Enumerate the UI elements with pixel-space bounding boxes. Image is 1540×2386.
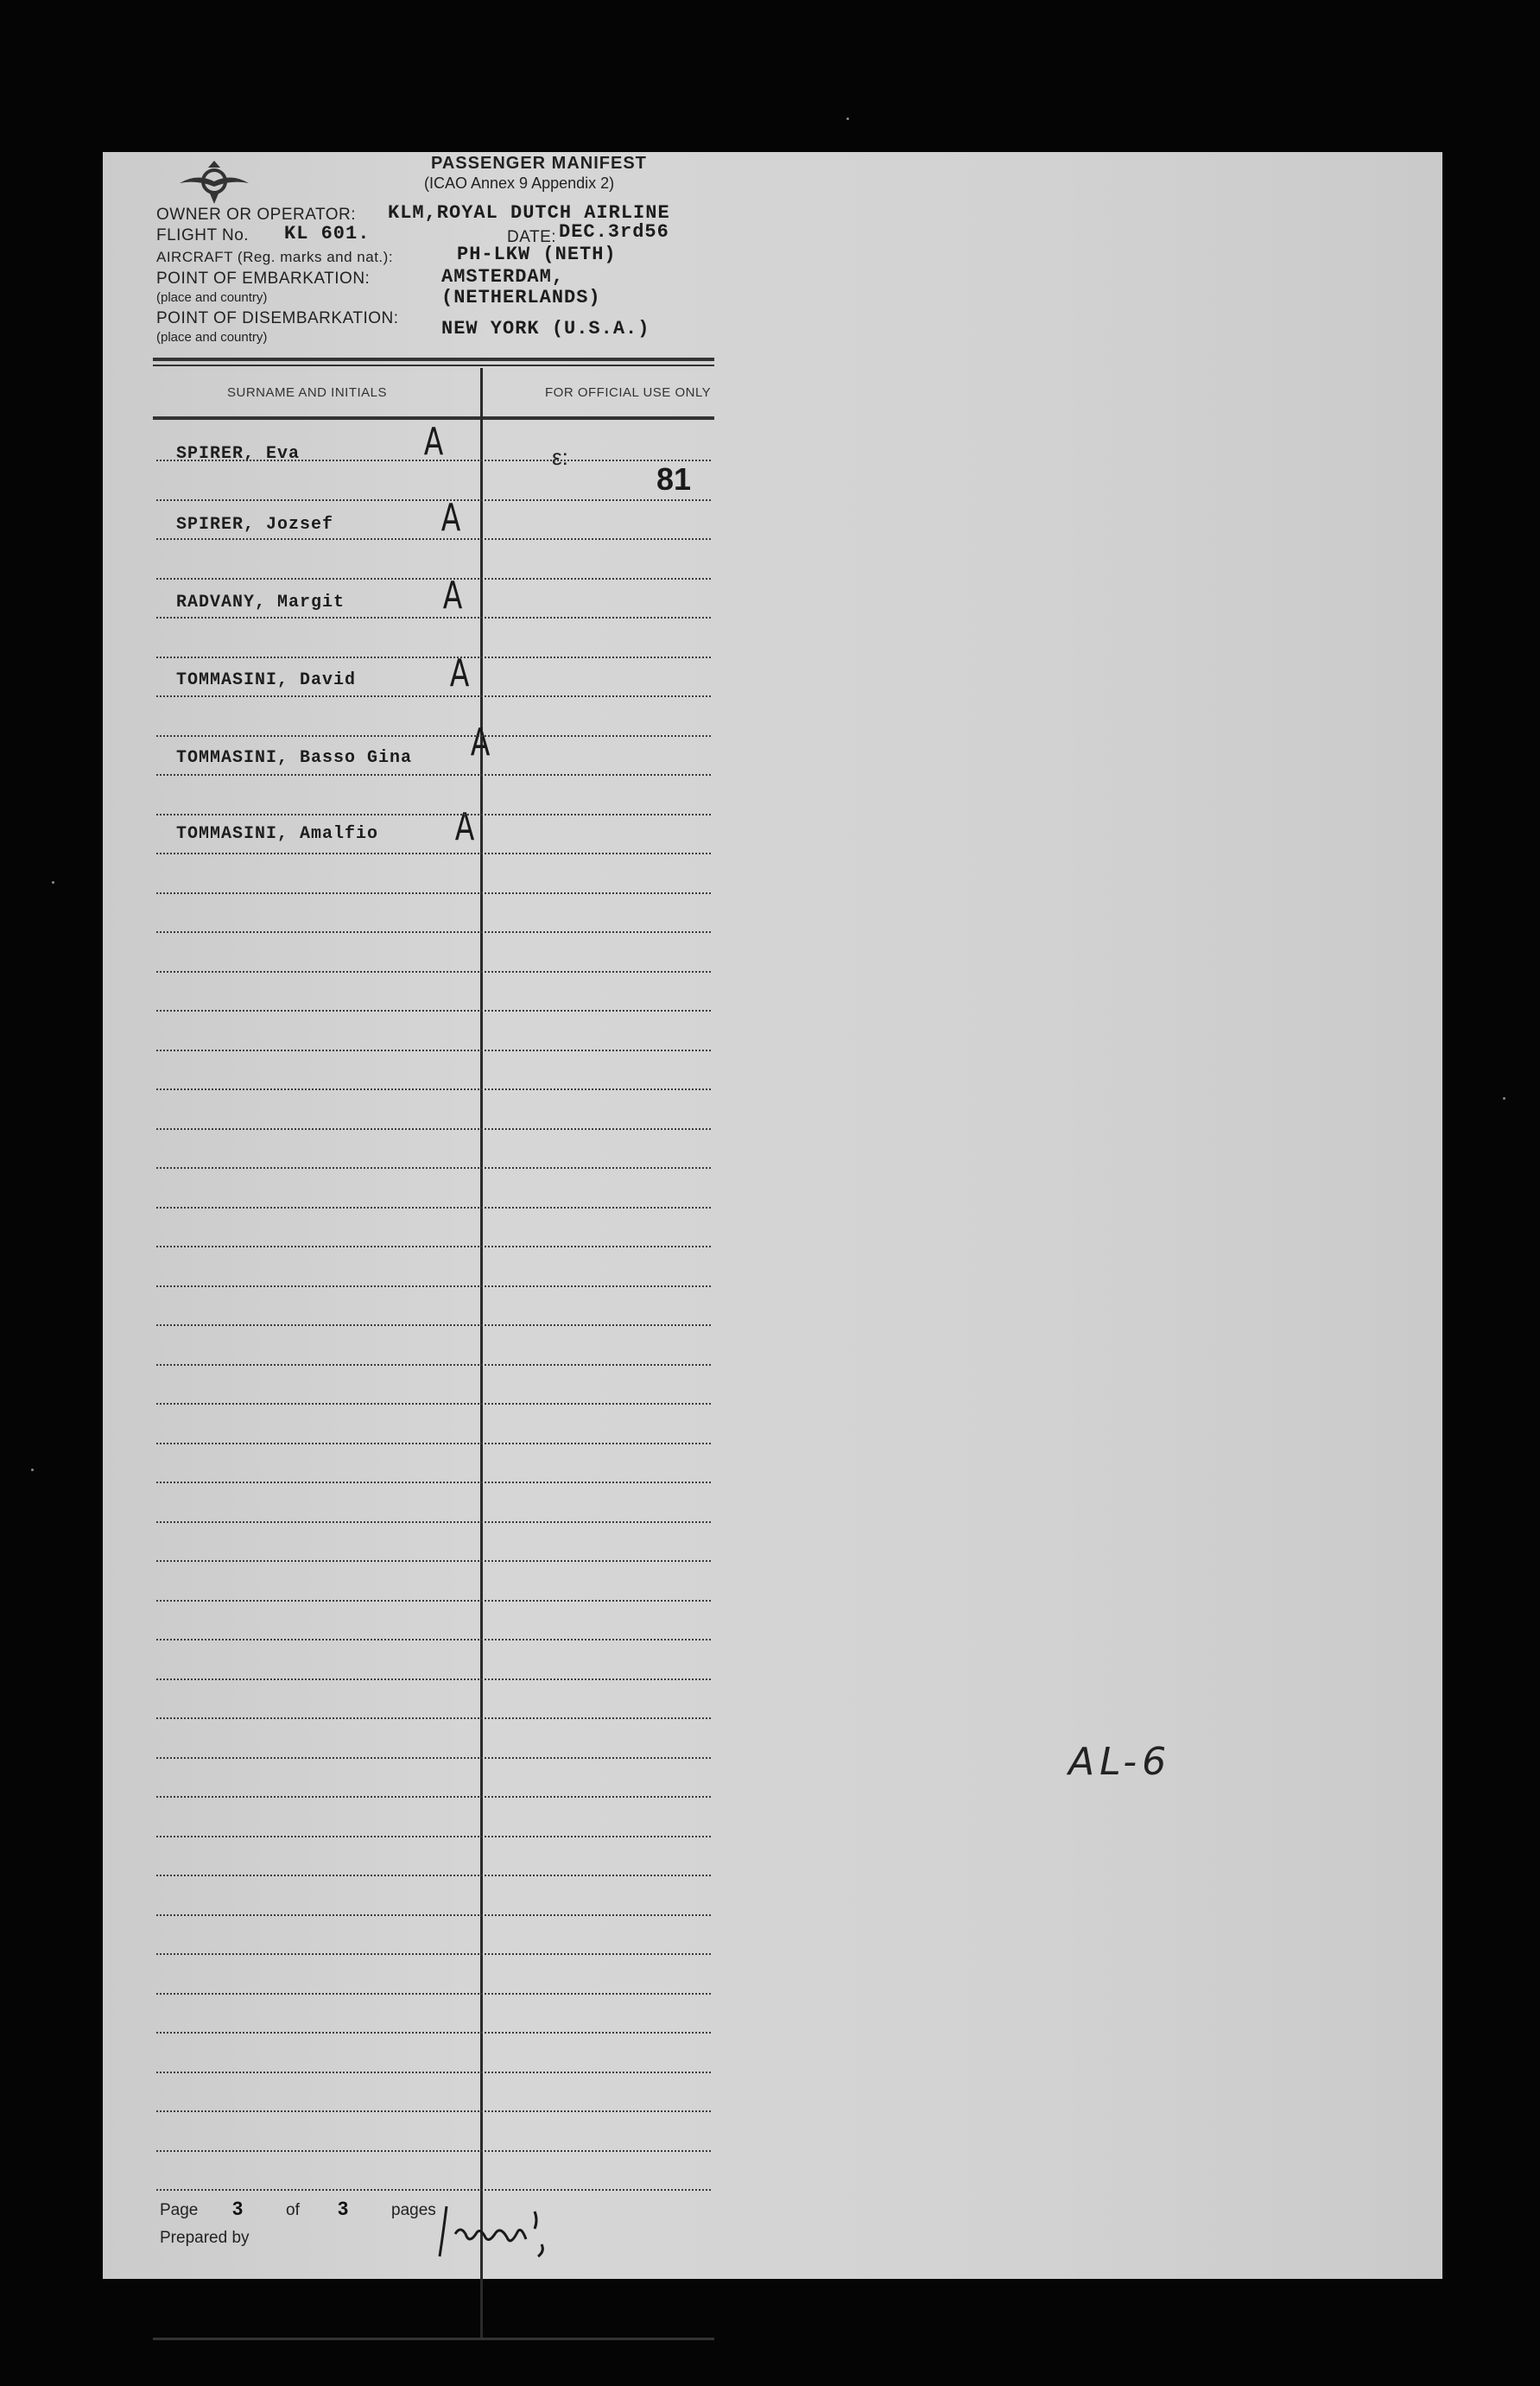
passenger-name: TOMMASINI, Amalfio	[176, 824, 379, 844]
official-stamp-number: 81	[656, 461, 692, 497]
passenger-mark: A	[454, 805, 475, 849]
ruled-line	[156, 2110, 711, 2112]
preparer-signature	[431, 2199, 569, 2260]
ruled-line	[156, 460, 711, 461]
ruled-line	[156, 695, 711, 697]
passenger-mark: A	[470, 720, 491, 765]
ruled-line	[156, 2150, 711, 2152]
ruled-line	[156, 1560, 711, 1562]
column-header-official: FOR OFFICIAL USE ONLY	[545, 385, 712, 400]
disembark-label: POINT OF DISEMBARKATION:	[156, 309, 399, 327]
passenger-name: SPIRER, Eva	[176, 444, 301, 464]
passenger-mark: A	[449, 651, 470, 695]
manifest-title: PASSENGER MANIFEST	[431, 154, 647, 173]
aircraft-value: PH-LKW (NETH)	[457, 244, 617, 265]
prepared-by-label: Prepared by	[160, 2229, 250, 2247]
scan-speck	[31, 1469, 34, 1471]
embark-value-1: AMSTERDAM,	[441, 266, 565, 288]
page-label: Page	[160, 2201, 199, 2219]
embark-sub: (place and country)	[156, 290, 268, 305]
ruled-line	[156, 499, 711, 501]
ruled-line	[156, 971, 711, 973]
ruled-line	[156, 1836, 711, 1837]
handwritten-annotation: AL-6	[1068, 1740, 1172, 1784]
ruled-line	[156, 892, 711, 894]
ruled-line	[156, 814, 711, 815]
ruled-line	[156, 657, 711, 658]
manifest-page	[103, 152, 1442, 2279]
embark-value-2: (NETHERLANDS)	[441, 287, 601, 308]
date-value: DEC.3rd56	[559, 221, 669, 243]
ruled-line	[156, 853, 711, 854]
ruled-line	[156, 1207, 711, 1209]
scan-speck	[52, 881, 54, 884]
ruled-line	[156, 1717, 711, 1719]
passenger-mark: A	[423, 420, 444, 464]
ruled-line	[156, 774, 711, 776]
ruled-line	[156, 1246, 711, 1247]
passenger-name: TOMMASINI, David	[176, 670, 357, 690]
ruled-line	[156, 1875, 711, 1876]
ruled-line	[156, 1443, 711, 1444]
owner-label: OWNER OR OPERATOR:	[156, 206, 357, 224]
ruled-line	[156, 1403, 711, 1405]
passenger-mark: A	[440, 496, 461, 540]
ruled-line	[156, 1914, 711, 1916]
ruled-line	[156, 1600, 711, 1602]
scan-speck	[846, 117, 849, 120]
ruled-line	[156, 1167, 711, 1169]
ruled-line	[156, 2032, 711, 2034]
ruled-line	[156, 1088, 711, 1090]
ruled-line	[156, 1521, 711, 1523]
flight-label: FLIGHT No.	[156, 226, 250, 244]
passenger-name: RADVANY, Margit	[176, 593, 345, 612]
passenger-mark: A	[442, 574, 463, 618]
ruled-line	[156, 1993, 711, 1995]
ruled-line	[156, 578, 711, 580]
flight-value: KL 601.	[284, 223, 371, 244]
ruled-line	[156, 1953, 711, 1955]
ruled-line	[156, 1324, 711, 1326]
passenger-name: TOMMASINI, Basso Gina	[176, 748, 413, 768]
pages-label: pages	[391, 2201, 436, 2219]
ruled-line	[156, 1010, 711, 1012]
disembark-sub: (place and country)	[156, 330, 268, 345]
ruled-line	[156, 1482, 711, 1483]
date-label: DATE:	[507, 228, 557, 246]
manifest-subtitle: (ICAO Annex 9 Appendix 2)	[424, 175, 615, 192]
of-label: of	[286, 2201, 300, 2219]
disembark-value: NEW YORK (U.S.A.)	[441, 318, 650, 339]
ruled-line	[156, 2189, 711, 2191]
ruled-line	[156, 1639, 711, 1640]
owner-value: KLM,ROYAL DUTCH AIRLINE	[388, 202, 670, 224]
ruled-line	[156, 735, 711, 737]
embark-label: POINT OF EMBARKATION:	[156, 270, 371, 288]
aircraft-label: AIRCRAFT (Reg. marks and nat.):	[156, 249, 394, 265]
ruled-line	[156, 1796, 711, 1798]
manifest-form	[103, 152, 725, 2279]
ruled-line	[156, 1128, 711, 1130]
ruled-line	[156, 617, 711, 619]
ruled-line	[156, 538, 711, 540]
passenger-name: SPIRER, Jozsef	[176, 515, 334, 535]
footer-rule	[153, 2338, 714, 2340]
column-header-surname: SURNAME AND INITIALS	[227, 385, 388, 400]
ruled-line	[156, 1285, 711, 1287]
ruled-line	[156, 1757, 711, 1759]
column-divider	[480, 368, 483, 2338]
total-pages: 3	[338, 2198, 349, 2219]
page-number: 3	[232, 2198, 244, 2219]
ruled-line	[156, 1050, 711, 1051]
klm-logo-icon	[175, 157, 253, 209]
official-mark: ε:	[552, 444, 568, 470]
header-rule-thin	[153, 365, 714, 366]
scan-speck	[1503, 1097, 1505, 1100]
ruled-line	[156, 1678, 711, 1680]
ruled-line	[156, 931, 711, 933]
header-rule	[153, 358, 714, 361]
ruled-line	[156, 2072, 711, 2073]
ruled-line	[156, 1364, 711, 1366]
